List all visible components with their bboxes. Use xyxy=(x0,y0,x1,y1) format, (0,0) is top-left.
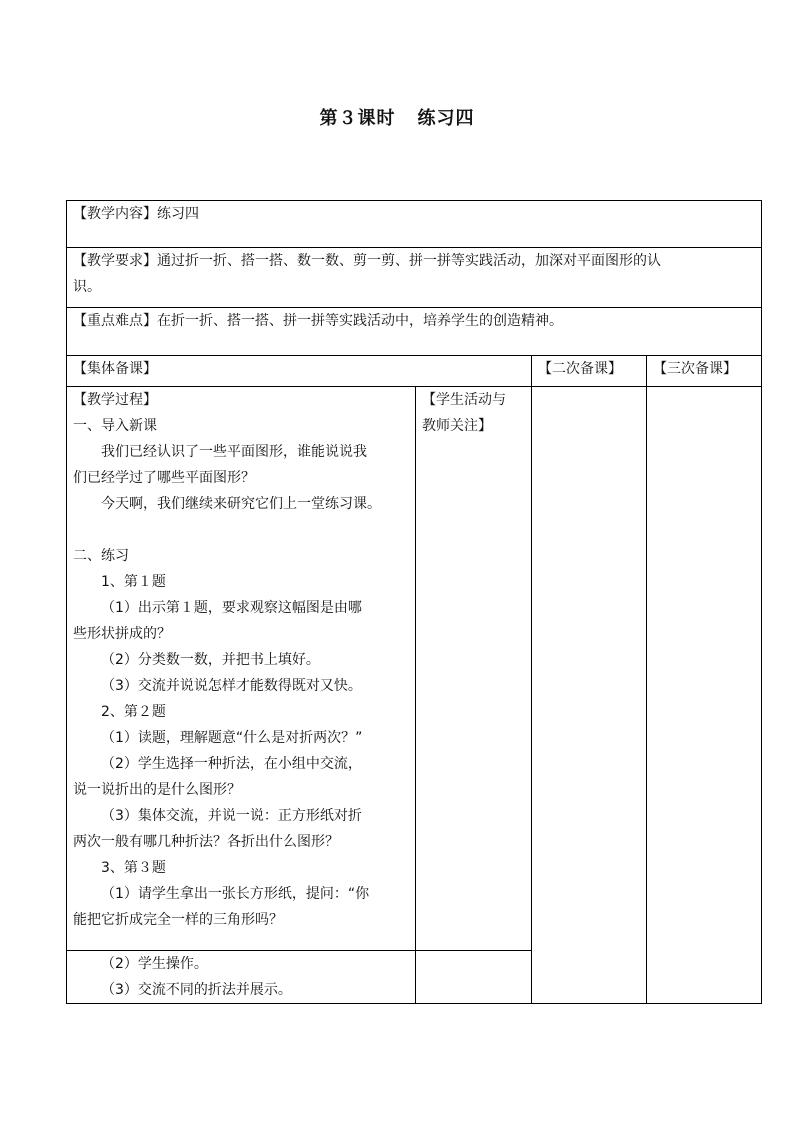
process-line: 1、第１题 xyxy=(101,574,166,590)
process-blank-line xyxy=(73,517,409,543)
requirement-line-1: 通过折一折、搭一搭、数一数、剪一剪、拼一拼等实践活动，加深对平面图形的认 xyxy=(157,253,661,269)
requirement-label: 【教学要求】 xyxy=(73,253,157,269)
process-line: 些形状拼成的？ xyxy=(73,626,171,642)
process-line: （3）交流并说说怎样才能数得既对又快。 xyxy=(101,678,362,694)
process-line: 今天啊，我们继续来研究它们上一堂练习课。 xyxy=(101,496,381,512)
content-label: 【教学内容】 xyxy=(73,206,157,222)
student-activity-line-1: 【学生活动与 xyxy=(422,392,506,408)
second-prep-header: 【二次备课】 xyxy=(532,356,647,387)
process-line: 两次一般有哪几种折法？各折出什么图形？ xyxy=(73,834,339,850)
content-cell xyxy=(67,201,762,248)
requirement-row xyxy=(67,248,762,308)
process-line: 说一说折出的是什么图形？ xyxy=(73,782,241,798)
page-title xyxy=(0,104,794,130)
difficulty-cell xyxy=(67,308,762,356)
second-prep-cell xyxy=(532,387,647,1004)
content-value: 练习四 xyxy=(157,206,199,222)
third-prep-cell xyxy=(647,387,762,1004)
requirement-line-2: 识。 xyxy=(73,279,101,295)
prep-header-row xyxy=(67,356,762,387)
process-tail-line: （2）学生操作。 xyxy=(101,956,208,972)
process-line: 我们已经认识了一些平面图形，谁能说说我 xyxy=(101,444,367,460)
student-activity-cell xyxy=(416,387,532,951)
lesson-plan-table xyxy=(66,200,762,1004)
requirement-cell xyxy=(67,248,762,308)
process-line: （3）集体交流，并说一说：正方形纸对折 xyxy=(101,808,362,824)
teaching-process-cell xyxy=(67,387,416,951)
process-line: 一、导入新课 xyxy=(73,418,157,434)
process-row xyxy=(67,387,762,951)
process-line: 2、第２题 xyxy=(101,704,166,720)
process-heading: 【教学过程】 xyxy=(73,392,157,408)
content-row xyxy=(67,201,762,248)
process-line: （1）请学生拿出一张长方形纸，提问：“你 xyxy=(101,886,370,902)
process-line: （2）学生选择一种折法，在小组中交流， xyxy=(101,756,362,772)
lesson-number: 第３课时 xyxy=(319,108,396,129)
process-line: （1）出示第１题，要求观察这幅图是由哪 xyxy=(101,600,362,616)
process-tail-cell xyxy=(67,951,416,1004)
student-activity-line-2: 教师关注】 xyxy=(422,418,492,434)
process-line: 能把它折成完全一样的三角形吗？ xyxy=(73,912,283,928)
process-line: 二、练习 xyxy=(73,548,129,564)
process-tail-line: （3）交流不同的折法并展示。 xyxy=(101,982,292,998)
process-line: （1）读题，理解题意“什么是对折两次？” xyxy=(101,730,363,746)
difficulty-row xyxy=(67,308,762,356)
process-line: （2）分类数一数，并把书上填好。 xyxy=(101,652,320,668)
difficulty-label: 【重点难点】 xyxy=(73,313,157,329)
third-prep-header: 【三次备课】 xyxy=(647,356,762,387)
process-line: 3、第３题 xyxy=(101,860,166,876)
lesson-name: 练习四 xyxy=(417,108,475,129)
student-activity-tail-cell xyxy=(416,951,532,1004)
collective-prep-header: 【集体备课】 xyxy=(67,356,532,387)
difficulty-value: 在折一折、搭一搭、拼一拼等实践活动中，培养学生的创造精神。 xyxy=(157,313,563,329)
process-line: 们已经学过了哪些平面图形？ xyxy=(73,470,255,486)
